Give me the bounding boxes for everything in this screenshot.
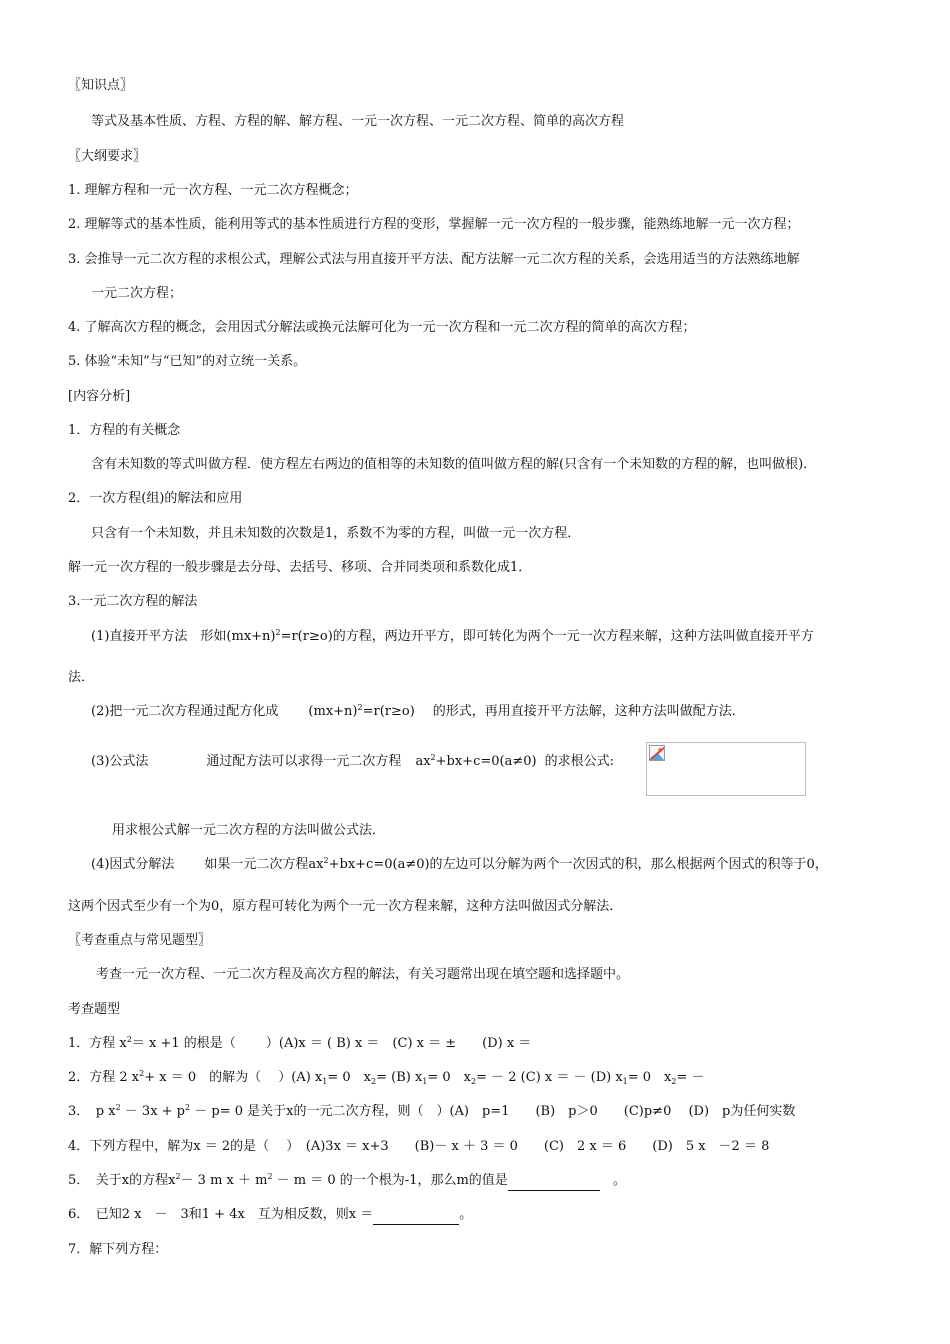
section-1-title: 1．方程的有关概念: [68, 423, 181, 438]
syllabus-item-3: 3. 会推导一元二次方程的求根公式，理解公式法与用直接开平方法、配方法解一元二次方程的关系，会选用适当的方法熟练地解: [68, 252, 800, 267]
question-7: 7．解下列方程：: [68, 1242, 168, 1257]
question-6: 6． 已知2 x － 3和1 + 4x 互为相反数，则x ＝ 。: [68, 1206, 472, 1225]
method-factoring: (4)因式分解法 如果一元二次方程$ax^2+bx+c=0(a\ne 0)$的左边可以分解为两个一次因式的积，那么根据两个因式的积等于0，: [91, 856, 828, 872]
heading-key-points: 〖考查重点与常见题型〗: [68, 933, 212, 948]
method-direct-sqrt-cont: 法．: [68, 670, 95, 685]
quadratic-formula-image: [646, 742, 806, 796]
heading-analysis: [内容分析]: [68, 389, 131, 404]
question-5: 5． 关于x的方程$x^2- 3$ m $x + m^2 - m = 0$ 的一个根为-1，那么m的值是 。: [68, 1172, 626, 1191]
section-2-steps: 解一元一次方程的一般步骤是去分母、去括号、移项、合并同类项和系数化成1．: [68, 560, 532, 575]
method-completing-square: (2)把一元二次方程通过配方化成 $(mx+n)^2=r(r\ge o)$ 的形式，再用直接开平方法解，这种方法叫做配方法．: [91, 703, 745, 719]
syllabus-item-5: 5. 体验“未知”与“已知”的对立统一关系。: [68, 354, 307, 369]
answer-blank: [373, 1206, 459, 1225]
syllabus-item-3-cont: 一元二次方程；: [91, 286, 183, 301]
method-formula-def: 用求根公式解一元二次方程的方法叫做公式法．: [112, 823, 386, 838]
key-points-text: 考查一元一次方程、一元二次方程及高次方程的解法，有关习题常出现在填空题和选择题中。: [96, 967, 630, 982]
question-4: 4．下列方程中，解为x ＝ 2的是（ ） (A)3x ＝ x+3 (B)－ x ＋ 3 ＝ 0 (C) 2 x ＝ 6 (D) 5 x －2 ＝ 8: [68, 1139, 770, 1154]
heading-knowledge: 〖知识点〗: [68, 78, 134, 93]
method-formula: (3)公式法 通过配方法可以求得一元二次方程 $ax^2+bx+c=0(a\ne 0)$ 的求根公式:: [91, 753, 614, 769]
section-2-text: 只含有一个未知数，并且未知数的次数是1，系数不为零的方程，叫做一元一次方程．: [91, 526, 581, 541]
syllabus-item-1: 1. 理解方程和一元一次方程、一元二次方程概念；: [68, 183, 358, 198]
method-factoring-cont: 这两个因式至少有一个为0，原方程可转化为两个一元一次方程来解，这种方法叫做因式分解法．: [68, 899, 623, 914]
question-types-title: 考查题型: [68, 1002, 121, 1017]
section-2-title: 2．一次方程(组)的解法和应用: [68, 491, 243, 506]
method-direct-sqrt: (1)直接开平方法 形如$(mx+n)^2=r(r\ge o)$的方程，两边开平方，即可转化为两个一元一次方程来解，这种方法叫做直接开平方: [91, 628, 814, 644]
question-2: 2．方程 2 $x^2+ x = 0$ 的解为（ ）(A) $x_1= 0$ $x_2= (B)$ $x_1= 0$ $x_2= - 2$ (C) x ＝ － (D) $x_1= 0$ $x_2=$ －: [68, 1069, 705, 1086]
question-1: 1．方程 $x^2= x +1$ 的根是（ ）(A)x ＝ ( B) x ＝ (C) x ＝ ± (D) x ＝: [68, 1035, 532, 1051]
heading-syllabus: 〖大纲要求〗: [68, 149, 147, 164]
section-3-title: 3.一元二次方程的解法: [68, 594, 198, 609]
section-1-text: 含有未知数的等式叫做方程．使方程左右两边的值相等的未知数的值叫做方程的解(只含有一个未知数的方程的解，也叫做根)．: [91, 457, 817, 472]
broken-image-icon: [649, 745, 665, 761]
answer-blank: [508, 1172, 600, 1191]
paragraph-knowledge: 等式及基本性质、方程、方程的解、解方程、一元一次方程、一元二次方程、简单的高次方程: [91, 114, 625, 129]
syllabus-item-4: 4. 了解高次方程的概念，会用因式分解法或换元法解可化为一元一次方程和一元二次方程的简单的高次方程；: [68, 320, 696, 335]
syllabus-item-2: 2. 理解等式的基本性质，能利用等式的基本性质进行方程的变形，掌握解一元一次方程的一般步骤，能熟练地解一元一次方程；: [68, 217, 800, 232]
question-3: 3． p $x^2 - 3x + p^2 - p= 0$ 是关于x的一元二次方程，则（ ）(A) p=1 (B) p＞0 (C)p≠0 (D) p为任何实数: [68, 1103, 796, 1119]
